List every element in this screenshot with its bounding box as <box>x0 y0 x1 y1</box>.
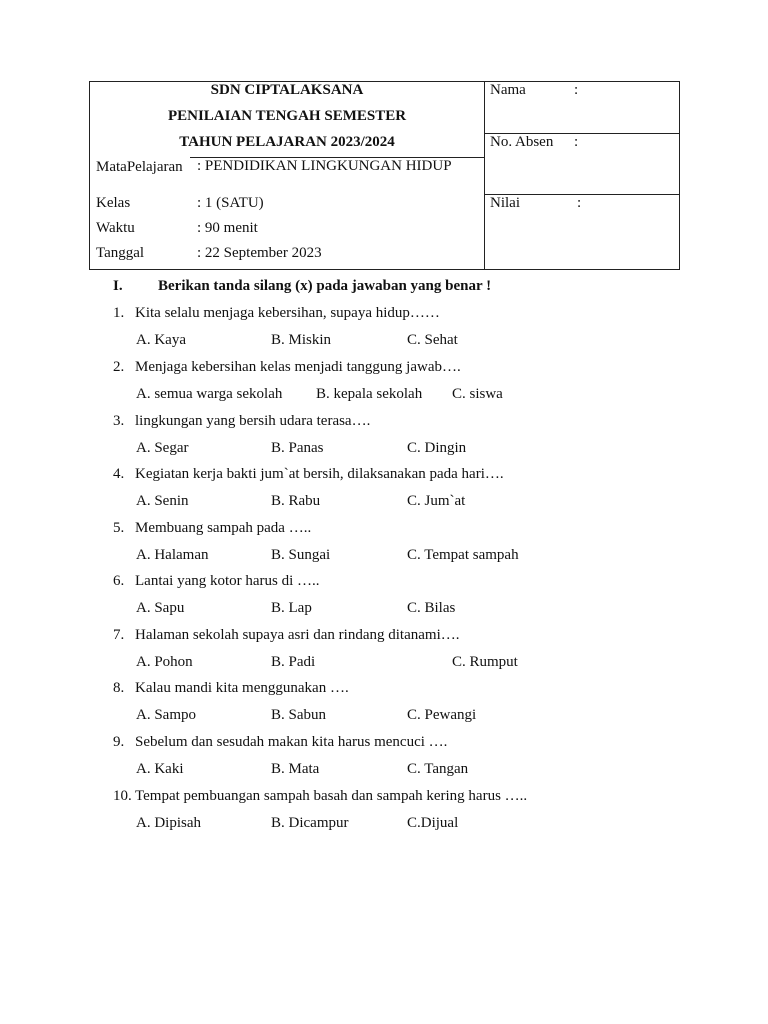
question-6 <box>113 573 320 590</box>
subject-value: : PENDIDIKAN LINGKUNGAN HIDUP <box>197 158 452 174</box>
section-number: I. <box>113 278 123 294</box>
question-number: 1. <box>113 305 125 321</box>
question-text: Menjaga kebersihan kelas menjadi tanggung jawab…. <box>135 359 461 375</box>
question-text: Kegiatan kerja bakti jum`at bersih, dilaksanakan pada hari…. <box>135 466 504 482</box>
question-number: 5. <box>113 520 125 536</box>
question-number: 2. <box>113 359 125 375</box>
question-text: Halaman sekolah supaya asri dan rindang ditanami…. <box>135 627 460 643</box>
option-b: B. Rabu <box>271 493 321 509</box>
name-colon: : <box>574 82 579 98</box>
question-text: Lantai yang kotor harus di ….. <box>135 573 320 589</box>
option-c: C. siswa <box>452 386 503 402</box>
question-text: Sebelum dan sesudah makan kita harus mencuci …. <box>135 734 448 750</box>
option-b: B. Sabun <box>271 707 327 723</box>
class-value: : 1 (SATU) <box>197 195 264 211</box>
exam-title: PENILAIAN TENGAH SEMESTER <box>167 108 407 124</box>
question-number: 3. <box>113 413 125 429</box>
option-a: A. Kaki <box>136 761 184 777</box>
option-a: A. semua warga sekolah <box>136 386 283 402</box>
question-text: Membuang sampah pada ….. <box>135 520 312 536</box>
question-4 <box>113 466 504 483</box>
option-a: A. Dipisah <box>136 815 201 831</box>
option-c: C. Sehat <box>407 332 458 348</box>
time-value: : 90 menit <box>197 220 258 236</box>
option-c: C. Rumput <box>452 654 518 670</box>
question-text: lingkungan yang bersih udara terasa…. <box>135 413 371 429</box>
score-colon: : <box>577 195 582 211</box>
option-b: B. kepala sekolah <box>316 386 423 402</box>
option-c: C. Tempat sampah <box>407 547 519 563</box>
option-b: B. Sungai <box>271 547 331 563</box>
absen-colon: : <box>574 134 579 150</box>
name-label: Nama <box>490 82 526 98</box>
question-number: 6. <box>113 573 125 589</box>
section-text: Berikan tanda silang (x) pada jawaban yang benar ! <box>158 278 492 294</box>
question-9 <box>113 734 447 751</box>
question-number: 8. <box>113 680 125 696</box>
option-b: B. Panas <box>271 440 324 456</box>
date-value: : 22 September 2023 <box>197 245 322 261</box>
academic-year: TAHUN PELAJARAN 2023/2024 <box>179 134 395 150</box>
subject-label: MataPelajaran <box>96 159 183 175</box>
question-number: 9. <box>113 734 125 750</box>
option-c: C. Pewangi <box>407 707 477 723</box>
question-7 <box>113 627 460 644</box>
option-c: C. Jum`at <box>407 493 466 509</box>
option-c: C. Tangan <box>407 761 469 777</box>
option-a: A. Segar <box>136 440 189 456</box>
option-b: B. Miskin <box>271 332 332 348</box>
header-divider <box>484 82 485 269</box>
option-a: A. Sampo <box>136 707 196 723</box>
question-number: 10. <box>113 788 132 804</box>
option-b: B. Dicampur <box>271 815 349 831</box>
question-number: 7. <box>113 627 125 643</box>
option-c: C.Dijual <box>407 815 459 831</box>
question-1 <box>113 305 440 322</box>
option-b: B. Lap <box>271 600 312 616</box>
option-a: A. Kaya <box>136 332 186 348</box>
option-c: C. Bilas <box>407 600 456 616</box>
option-a: A. Halaman <box>136 547 209 563</box>
question-2 <box>113 359 461 376</box>
option-b: B. Mata <box>271 761 320 777</box>
class-label: Kelas <box>96 195 131 211</box>
option-a: A. Senin <box>136 493 189 509</box>
option-c: C. Dingin <box>407 440 467 456</box>
option-a: A. Sapu <box>136 600 185 616</box>
question-3 <box>113 413 370 430</box>
question-text: Tempat pembuangan sampah basah dan sampah kering harus ….. <box>135 788 528 804</box>
question-10 <box>113 788 527 805</box>
question-5 <box>113 520 311 537</box>
absen-label: No. Absen <box>490 134 554 150</box>
question-text: Kalau mandi kita menggunakan …. <box>135 680 349 696</box>
score-label: Nilai <box>490 195 520 211</box>
option-a: A. Pohon <box>136 654 193 670</box>
date-label: Tanggal <box>96 245 145 261</box>
exam-header-table <box>89 81 680 270</box>
question-number: 4. <box>113 466 125 482</box>
school-name: SDN CIPTALAKSANA <box>210 82 364 98</box>
option-b: B. Padi <box>271 654 316 670</box>
time-label: Waktu <box>96 220 135 236</box>
question-text: Kita selalu menjaga kebersihan, supaya hidup…… <box>135 305 440 321</box>
question-8 <box>113 680 349 697</box>
